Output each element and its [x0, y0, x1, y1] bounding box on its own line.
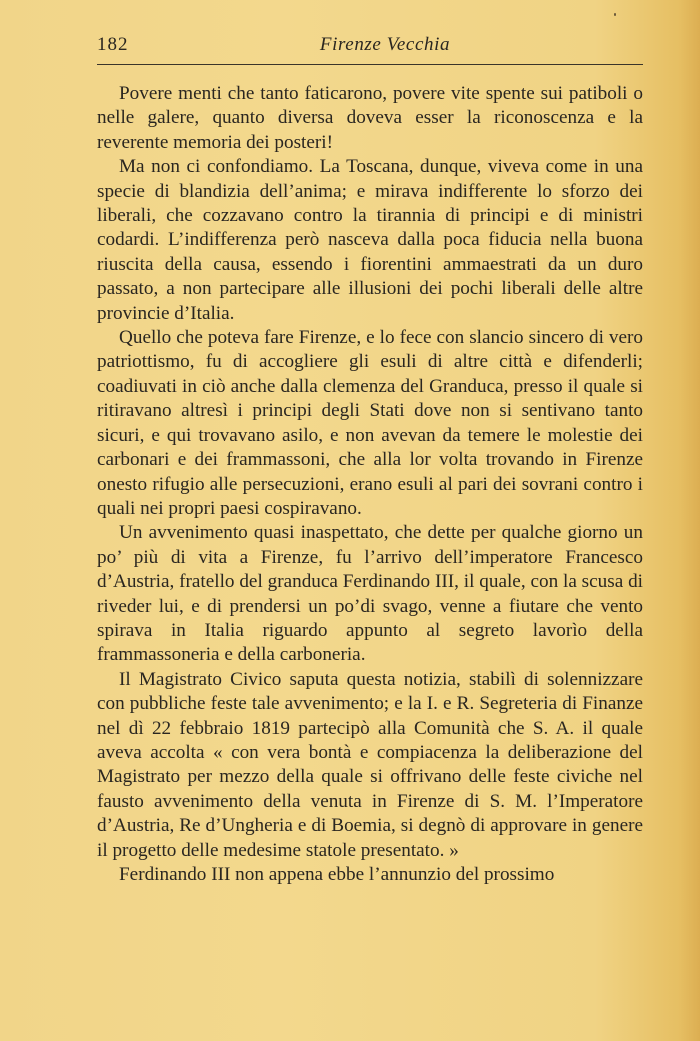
paragraph: Ma non ci confondiamo. La Toscana, dunque, viveva come in una specie di blandizia dell’anima; e mirava indifferente lo sforzo dei liberali, che cozzavano contro la tirannia di principi e di ministri codardi. L’indifferenza però nasceva dalla poca fiducia nella buona riuscita della causa, essendo i fiorentini ammaestrati da un duro passato, a non partecipare alle illusioni dei pochi liberali delle altre provincie d’Italia. — [97, 156, 643, 324]
page-number: 182 — [97, 34, 129, 55]
paragraph: Quello che poteva fare Firenze, e lo fece con slancio sincero di vero patriottismo, fu di accogliere gli esuli di altre città e difenderli; coadiuvati in ciò anche dalla clemenza del Granduca, presso il quale si ritiravano altresì i principi degli Stati dove non si sentivano tanto sicuri, e qui trovavano asilo, e non avevan da temere le molestie dei carbonari e dei frammassoni, che alla lor volta trovando in Firenze onesto rifugio alle persecuzioni, erano esuli al pari dei sovrani contro i quali nei propri paesi cospiravano. — [97, 327, 643, 519]
running-title: Firenze Vecchia — [319, 34, 451, 55]
page-header — [97, 34, 643, 60]
paragraph: Il Magistrato Civico saputa questa notizia, stabilì di solennizzare con pubbliche feste tale avvenimento; e la I. e R. Segreteria di Finanze nel dì 22 febbraio 1819 partecipò alla Comunità che S. A. il quale aveva accolta « con vera bontà e compiacenza la deliberazione del Magistrato per mezzo della quale si offrivano delle feste civiche nel fausto avvenimento della venuta in Firenze di S. M. l’Imperatore d’Austria, Re d’Ungheria e di Boemia, si degnò di approvare in genere il progetto delle medesime statole presentato. » — [97, 668, 643, 861]
header-rule — [97, 64, 643, 65]
body-text — [97, 82, 643, 887]
paragraph: Ferdinando III non appena ebbe l’annunzio del prossimo — [119, 864, 555, 885]
paper-speck — [614, 13, 616, 16]
paragraph: Povere menti che tanto faticarono, povere vite spente sui patiboli o nelle galere, quanto diversa doveva esser la riconoscenza e la reverente memoria dei posteri! — [97, 83, 643, 153]
paragraph: Un avvenimento quasi inaspettato, che dette per qualche giorno un po’ più di vita a Firenze, fu l’arrivo dell’imperatore Francesco d’Austria, fratello del granduca Ferdinando III, il quale, con la scusa di riveder lui, e di prendersi un po’di svago, venne a fiutare che vento spirava in Italia riguardo appunto al segreto lavorìo della frammassoneria e della carboneria. — [97, 522, 643, 666]
book-page — [97, 34, 643, 887]
